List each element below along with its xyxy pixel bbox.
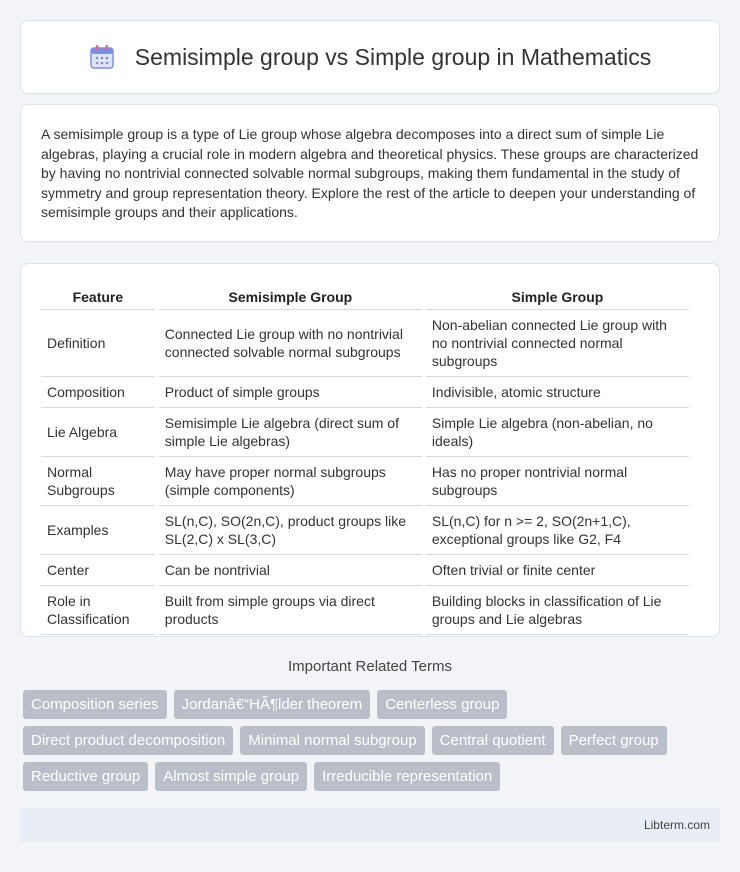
table-row (41, 408, 689, 457)
header-feature: Feature (41, 284, 155, 310)
tag-direct-product-decomposition[interactable]: Direct product decomposition (23, 726, 233, 755)
row-feature: Normal Subgroups (41, 457, 155, 506)
tag-perfect-group[interactable]: Perfect group (561, 726, 667, 755)
related-terms-list (23, 690, 723, 791)
row-simple: Indivisible, atomic structure (426, 377, 689, 408)
tag-irreducible-representation[interactable]: Irreducible representation (314, 762, 500, 791)
related-terms-title: Important Related Terms (288, 658, 452, 675)
comparison-card (20, 263, 720, 637)
row-semisimple: May have proper normal subgroups (simple components) (159, 457, 422, 506)
table-row (41, 310, 689, 377)
row-simple: SL(n,C) for n >= 2, SO(2n+1,C), exceptional groups like G2, F4 (426, 506, 689, 555)
tag-central-quotient[interactable]: Central quotient (432, 726, 554, 755)
row-simple: Has no proper nontrivial normal subgroups (426, 457, 689, 506)
header-simple: Simple Group (426, 284, 689, 310)
calendar-icon (89, 44, 115, 70)
row-simple: Often trivial or finite center (426, 555, 689, 586)
page-title: Semisimple group vs Simple group in Mathematics (134, 43, 652, 70)
table-row (41, 377, 689, 408)
tag-reductive-group[interactable]: Reductive group (23, 762, 148, 791)
row-semisimple: Can be nontrivial (159, 555, 422, 586)
row-simple: Simple Lie algebra (non-abelian, no ideals) (426, 408, 689, 457)
tag-centerless-group[interactable]: Centerless group (377, 690, 507, 719)
tag-jordan-holder-theorem[interactable]: Jordanâ€“HÃ¶lder theorem (174, 690, 371, 719)
table-row (41, 457, 689, 506)
row-semisimple: Built from simple groups via direct products (159, 586, 422, 635)
row-feature: Center (41, 555, 155, 586)
row-semisimple: SL(n,C), SO(2n,C), product groups like SL(2,C) x SL(3,C) (159, 506, 422, 555)
tag-composition-series[interactable]: Composition series (23, 690, 167, 719)
comparison-table (37, 284, 693, 635)
tag-minimal-normal-subgroup[interactable]: Minimal normal subgroup (240, 726, 424, 755)
row-feature: Lie Algebra (41, 408, 155, 457)
table-row (41, 586, 689, 635)
intro-card (20, 104, 720, 242)
row-feature: Definition (41, 310, 155, 377)
row-feature: Composition (41, 377, 155, 408)
row-feature: Role in Classification (41, 586, 155, 635)
footer (20, 808, 720, 841)
row-feature: Examples (41, 506, 155, 555)
header-semisimple: Semisimple Group (159, 284, 422, 310)
table-row (41, 506, 689, 555)
row-simple: Building blocks in classification of Lie groups and Lie algebras (426, 586, 689, 635)
tag-almost-simple-group[interactable]: Almost simple group (155, 762, 307, 791)
row-simple: Non-abelian connected Lie group with no nontrivial connected normal subgroups (426, 310, 689, 377)
header-card (20, 20, 720, 94)
table-row (41, 555, 689, 586)
intro-text: A semisimple group is a type of Lie group whose algebra decomposes into a direct sum of simple Lie algebras, playing a crucial role in modern algebra and theoretical physics. These groups are characterized by having no nontrivial connected solvable normal subgroups, making them fundamental in the study of symmetry and group representation theory. Explore the rest of the article to deepen your understanding of semisimple groups and their applications. (41, 126, 699, 220)
row-semisimple: Product of simple groups (159, 377, 422, 408)
table-header-row (41, 284, 689, 310)
row-semisimple: Semisimple Lie algebra (direct sum of simple Lie algebras) (159, 408, 422, 457)
row-semisimple: Connected Lie group with no nontrivial connected solvable normal subgroups (159, 310, 422, 377)
footer-site-link[interactable]: Libterm.com (643, 817, 710, 832)
